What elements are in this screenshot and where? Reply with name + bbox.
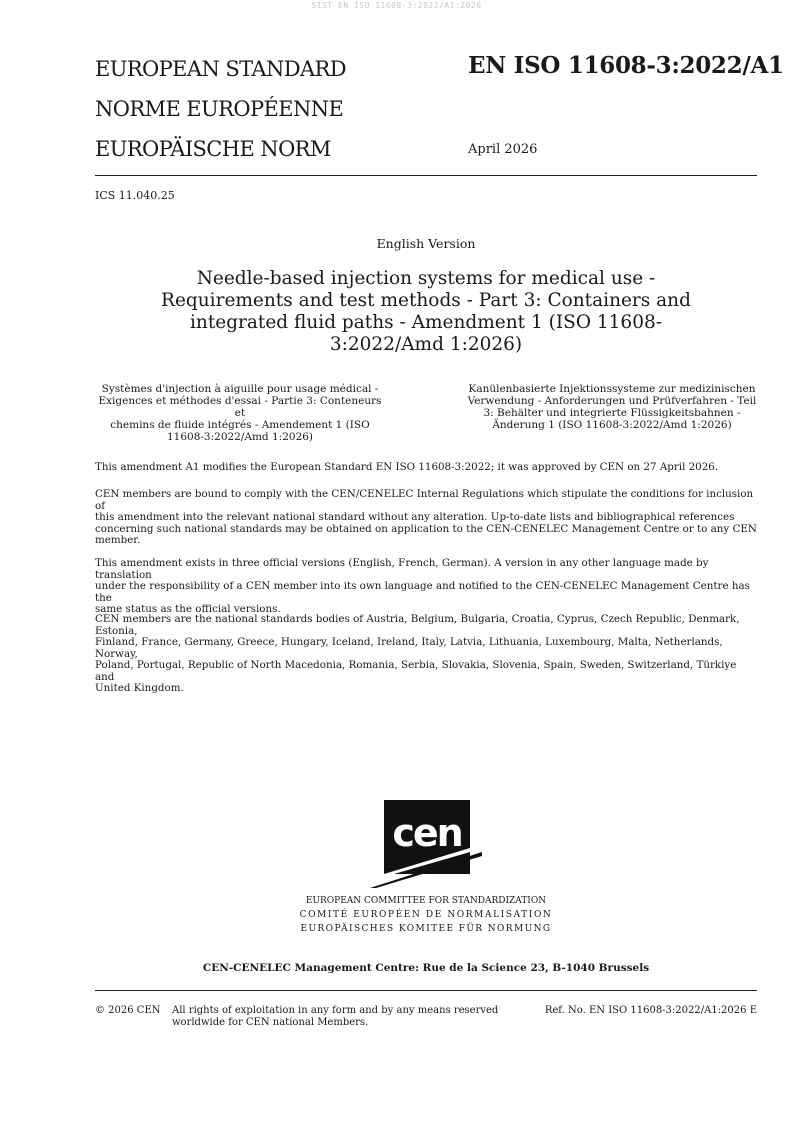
document-title — [150, 268, 702, 356]
german-title — [467, 383, 757, 431]
reference-number: Ref. No. EN ISO 11608-3:2022/A1:2026 E — [544, 1005, 757, 1016]
german-title-line: Verwendung - Anforderungen und Prüfverfahren - Teil — [467, 395, 757, 407]
title-line: Needle-based injection systems for medical use - — [196, 268, 656, 289]
paragraph-line: This amendment exists in three official versions (English, French, German). A version in any other language made by translation — [95, 557, 709, 581]
rights-line: worldwide for CEN national Members. — [172, 1017, 369, 1028]
paragraph-line: Finland, France, Germany, Greece, Hungary, Iceland, Ireland, Italy, Latvia, Lithuania, Luxembourg, Malta, Netherlands, Norway, — [95, 636, 723, 660]
paragraph-line: concerning such national standards may be obtained on application to the CEN-CENELEC Management Centre or to any CEN — [95, 522, 757, 535]
svg-text:cen: cen — [392, 811, 462, 855]
paragraph-line: CEN members are bound to comply with the CEN/CENELEC Internal Regulations which stipulate the conditions for inclusion of — [95, 488, 754, 512]
members-paragraph — [95, 614, 757, 695]
versions-paragraph — [95, 558, 757, 616]
title-line: 3:2022/Amd 1:2026) — [329, 334, 523, 355]
french-title-line: chemins de fluide intégrés - Amendement 1 (ISO — [110, 419, 370, 431]
publication-date: April 2026 — [468, 142, 538, 157]
standard-name-en: EUROPEAN STANDARD — [95, 57, 346, 81]
paragraph-line: CEN members are the national standards bodies of Austria, Belgium, Bulgaria, Croatia, Cyprus, Czech Republic, Denmark, Estonia, — [95, 613, 740, 637]
management-centre-address: CEN-CENELEC Management Centre: Rue de la Science 23, B-1040 Brussels — [202, 962, 650, 974]
title-line: Requirements and test methods - Part 3: Containers and — [161, 290, 691, 311]
org-name-fr: COMITÉ EUROPÉEN DE NORMALISATION — [299, 910, 553, 920]
german-title-line: Kanülenbasierte Injektionssysteme zur medizinischen — [468, 383, 756, 395]
paragraph-line: United Kingdom. — [95, 682, 184, 694]
title-line: integrated fluid paths - Amendment 1 (ISO 11608- — [190, 312, 662, 333]
paragraph-line: This amendment A1 modifies the European Standard EN ISO 11608-3:2022; it was approved by CEN on 27 April 2026. — [95, 461, 719, 473]
watermark: SIST EN ISO 11608-3:2022/A1:2026 — [311, 1, 482, 10]
org-name-en: EUROPEAN COMMITTEE FOR STANDARDIZATION — [305, 896, 547, 906]
footer-rule — [95, 990, 757, 991]
paragraph-line: under the responsibility of a CEN member into its own language and notified to the CEN-CENELEC Management Centre has the — [95, 580, 750, 604]
cen-logo — [370, 800, 482, 890]
compliance-paragraph — [95, 489, 757, 547]
header-rule — [95, 175, 757, 176]
german-title-line: Änderung 1 (ISO 11608-3:2022/Amd 1:2026) — [492, 419, 732, 431]
standard-name-fr: NORME EUROPÉENNE — [95, 97, 344, 121]
paragraph-line: this amendment into the relevant national standard without any alteration. Up-to-date lists and bibliographical references — [95, 511, 735, 523]
approval-paragraph — [95, 462, 757, 474]
paragraph-line: member. — [95, 534, 141, 546]
german-title-line: 3: Behälter und integrierte Flüssigkeitsbahnen - — [483, 407, 741, 419]
version-label: English Version — [376, 236, 476, 251]
ics-code: ICS 11.040.25 — [95, 189, 175, 202]
standard-name-de: EUROPÄISCHE NORM — [95, 137, 331, 161]
rights-notice — [172, 1005, 502, 1029]
french-title-line: Exigences et méthodes d'essai - Partie 3: Conteneurs et — [98, 395, 382, 419]
paragraph-line: same status as the official versions. — [95, 603, 281, 615]
org-name-de: EUROPÄISCHES KOMITEE FÜR NORMUNG — [300, 924, 552, 934]
paragraph-line: Poland, Portugal, Republic of North Macedonia, Romania, Serbia, Slovakia, Slovenia, Spain, Sweden, Switzerland, Türkiye and — [95, 659, 737, 683]
french-title-line: Systèmes d'injection à aiguille pour usage médical - — [101, 383, 379, 395]
standard-number: EN ISO 11608-3:2022/A1 — [468, 52, 784, 79]
rights-line: All rights of exploitation in any form and by any means reserved — [172, 1005, 499, 1016]
copyright: © 2026 CEN — [95, 1005, 161, 1016]
french-title — [95, 383, 385, 443]
french-title-line: 11608-3:2022/Amd 1:2026) — [166, 431, 314, 443]
